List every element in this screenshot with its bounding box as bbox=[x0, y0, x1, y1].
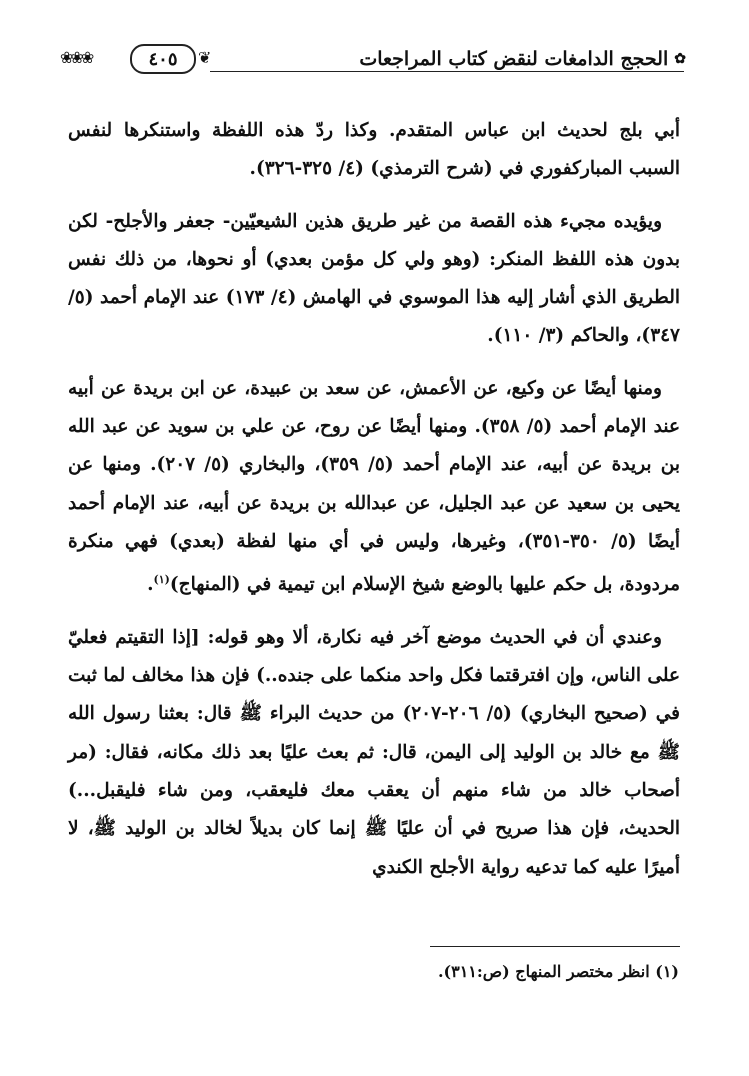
page-number: ٤٠٥ bbox=[130, 44, 196, 74]
paragraph-1: أبي بلج لحديث ابن عباس المتقدم. وكذا ردّ هذه اللفظة واستنكرها لنفس السبب المباركفوري في (شرح الترمذي) (٤/ ٣٢٥-٣٢٦). bbox=[68, 120, 680, 180]
footnote: (١) انظر مختصر المنهاج (ص:٣١١). bbox=[437, 962, 679, 981]
paragraph-2: ويؤيده مجيء هذه القصة من غير طريق هذين الشيعيّين- جعفر والأجلح- لكن بدون هذه اللفظ المنكر: (وهو ولي كل مؤمن بعدي) أو نحوها، من ذلك نفس الطريق الذي أشار إليه هذا الموسوي في الهامش (٤/ ١٧٣) عند الإمام أحمد (٥/ ٣٤٧)، والحاكم (٣/ ١١٠). bbox=[68, 210, 681, 347]
header-ornament-left: ❀❀❀ bbox=[60, 48, 92, 67]
footnote-marker: (١) bbox=[153, 573, 170, 587]
running-title: الحجج الدامغات لنقض كتاب المراجعات bbox=[359, 48, 669, 70]
header-ornament-middle: ❦ bbox=[198, 48, 209, 67]
paragraph-4: وعندي أن في الحديث موضع آخر فيه نكارة، ألا وهو قوله: [إذا التقيتم فعليّ على الناس، وإن افترقتما فكل واحد منكما على جنده..) فإن هذا مخالف لما ثبت في (صحيح البخاري) (٥/ ٢٠٦-٢٠٧) من حديث البراء ﷺ قال: بعثنا رسول الله ﷺ مع خالد بن الوليد إلى اليمن، قال: ثم بعث عليًا بعد ذلك مكانه، فقال: (مر أصحاب خالد من شاء منهم أن يعقب معك فليعقب، ومن شاء فليقبل...) الحديث، فإن هذا صريح في أن عليًا ﷺ إنما كان بديلاً لخالد بن الوليد ﷺ، لا أميرًا عليه كما تدعيه رواية الأجلح الكندي bbox=[68, 626, 680, 878]
page-header bbox=[60, 40, 684, 78]
footnote-separator bbox=[430, 946, 680, 947]
paragraph-3 bbox=[68, 370, 680, 605]
paragraph-3-text: ومنها أيضًا عن وكيع، عن الأعمش، عن سعد بن عبيدة، عن ابن بريدة عن أبيه عند الإمام أحمد (٥/ ٣٥٨). ومنها أيضًا عن روح، عن علي بن سويد عن عبد الله بن بريدة عن أبيه، عند الإمام أحمد (٥/ ٣٥٩)، والبخاري (٥/ ٢٠٧). ومنها عن يحيى بن سعيد عن عبد الجليل، عن عبدالله بن بريدة عن أبيه، عند الإمام أحمد أيضًا (٥/ ٣٥٠-٣٥١)، وغيرها، وليس في أي منها لفظة (بعدي) فهي منكرة مردودة، بل حكم عليها بالوضع شيخ الإسلام ابن تيمية في (المنهاج) bbox=[68, 377, 680, 596]
header-title-wrap bbox=[359, 48, 684, 70]
header-rule bbox=[210, 71, 684, 72]
paragraph-3-end: . bbox=[147, 574, 154, 596]
header-ornament-right: ✿ bbox=[674, 51, 684, 67]
main-text bbox=[68, 112, 680, 901]
